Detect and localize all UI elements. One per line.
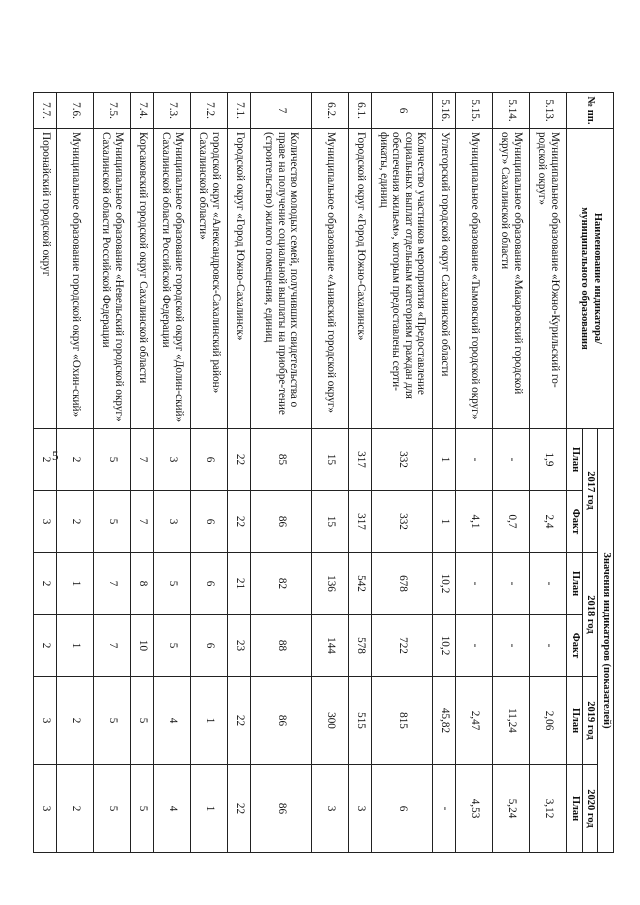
fact-2018: 578 <box>349 615 372 677</box>
fact-2017: 0,7 <box>493 491 530 553</box>
fact-2018: 144 <box>312 615 349 677</box>
plan-2018: 7 <box>94 553 131 615</box>
fact-2017: 2,4 <box>530 491 567 553</box>
plan-2020: 22 <box>228 765 251 853</box>
fact-2018: 23 <box>228 615 251 677</box>
plan-2019: 5 <box>94 677 131 765</box>
plan-2018: 5 <box>154 553 191 615</box>
row-name: Муниципальное образование «Макаровский городской округ» Сахалинской области <box>493 129 530 429</box>
plan-2020: 5 <box>94 765 131 853</box>
table-row <box>228 93 251 853</box>
header-plan: План <box>567 429 583 491</box>
header-plan: План <box>567 553 583 615</box>
fact-2017: 1 <box>433 491 456 553</box>
plan-2017: 7 <box>131 429 154 491</box>
plan-2018: - <box>456 553 493 615</box>
header-year-2020: 2020 год <box>583 765 599 853</box>
plan-2020: 86 <box>251 765 312 853</box>
header-year-2017: 2017 год <box>583 429 599 553</box>
fact-2018: 6 <box>191 615 228 677</box>
plan-2019: 4 <box>154 677 191 765</box>
plan-2017: - <box>456 429 493 491</box>
plan-2019: 86 <box>251 677 312 765</box>
header-name-line1: Наименование индикатора/ <box>591 212 603 345</box>
table-row <box>57 93 94 853</box>
plan-2019: 22 <box>228 677 251 765</box>
plan-2020: 2 <box>57 765 94 853</box>
fact-2018: 10 <box>131 615 154 677</box>
plan-2017: 332 <box>372 429 433 491</box>
plan-2018: 542 <box>349 553 372 615</box>
header-values-title: Значения индикаторов (показателей) <box>598 429 614 853</box>
plan-2017: 2 <box>57 429 94 491</box>
plan-2020: 3 <box>34 765 57 853</box>
row-name: Городской округ «Город Южно-Сахалинск» <box>349 129 372 429</box>
fact-2018: - <box>530 615 567 677</box>
row-number: 5.14. <box>493 93 530 129</box>
row-name: Муниципальное образование городской округ «Долин-ский» Сахалинской области Российской Федерации <box>154 129 191 429</box>
plan-2019: 11,24 <box>493 677 530 765</box>
fact-2018: 2 <box>34 615 57 677</box>
header-name <box>567 129 614 429</box>
plan-2020: 3 <box>349 765 372 853</box>
plan-2018: 8 <box>131 553 154 615</box>
plan-2020: 6 <box>372 765 433 853</box>
header-name-line2: муниципального образования <box>579 207 591 350</box>
plan-2018: 2 <box>34 553 57 615</box>
row-name: Количество молодых семей, получивших свидетельства о праве на получение социальной выплаты на приобре-тение (строительство) жилого помещения, единиц <box>251 129 312 429</box>
row-number: 7.5. <box>94 93 131 129</box>
row-number: 6.2. <box>312 93 349 129</box>
plan-2019: 2 <box>57 677 94 765</box>
plan-2020: 3 <box>312 765 349 853</box>
table-row <box>34 93 57 853</box>
plan-2020: 4,53 <box>456 765 493 853</box>
table-row <box>372 93 433 853</box>
plan-2020: 1 <box>191 765 228 853</box>
plan-2017: 317 <box>349 429 372 491</box>
fact-2017: 7 <box>131 491 154 553</box>
header-plan: План <box>567 765 583 853</box>
plan-2020: 4 <box>154 765 191 853</box>
table-row <box>493 93 530 853</box>
fact-2018: - <box>493 615 530 677</box>
plan-2018: 1 <box>57 553 94 615</box>
table-row <box>312 93 349 853</box>
plan-2018: - <box>530 553 567 615</box>
plan-2019: 45,82 <box>433 677 456 765</box>
plan-2017: 5 <box>94 429 131 491</box>
table-row <box>433 93 456 853</box>
fact-2018: - <box>456 615 493 677</box>
fact-2018: 1 <box>57 615 94 677</box>
table-row <box>456 93 493 853</box>
fact-2018: 5 <box>154 615 191 677</box>
plan-2019: 1 <box>191 677 228 765</box>
plan-2017: 1,9 <box>530 429 567 491</box>
row-number: 5.13. <box>530 93 567 129</box>
row-name: Поронайский городской округ <box>34 129 57 429</box>
plan-2019: 300 <box>312 677 349 765</box>
plan-2019: 515 <box>349 677 372 765</box>
table-row <box>251 93 312 853</box>
fact-2018: 10,2 <box>433 615 456 677</box>
plan-2017: 6 <box>191 429 228 491</box>
table-row <box>530 93 567 853</box>
header-number: № пп. <box>567 93 614 129</box>
plan-2019: 3 <box>34 677 57 765</box>
plan-2019: 5 <box>131 677 154 765</box>
plan-2019: 2,06 <box>530 677 567 765</box>
row-number: 5.16. <box>433 93 456 129</box>
plan-2019: 2,47 <box>456 677 493 765</box>
page-number: 5 <box>52 448 59 463</box>
row-number: 7.2. <box>191 93 228 129</box>
plan-2019: 815 <box>372 677 433 765</box>
row-number: 7.1. <box>228 93 251 129</box>
row-number: 7.4. <box>131 93 154 129</box>
row-name: Муниципальное образование «Южно-Курильский го-родской округ» <box>530 129 567 429</box>
plan-2018: 21 <box>228 553 251 615</box>
plan-2018: 136 <box>312 553 349 615</box>
plan-2018: 678 <box>372 553 433 615</box>
table-row <box>349 93 372 853</box>
plan-2017: 3 <box>154 429 191 491</box>
plan-2018: 82 <box>251 553 312 615</box>
fact-2017: 4,1 <box>456 491 493 553</box>
plan-2020: - <box>433 765 456 853</box>
fact-2017: 22 <box>228 491 251 553</box>
row-number: 5.15. <box>456 93 493 129</box>
header-year-2019: 2019 год <box>583 677 599 765</box>
fact-2017: 317 <box>349 491 372 553</box>
indicators-table <box>34 92 615 853</box>
fact-2017: 3 <box>34 491 57 553</box>
fact-2018: 88 <box>251 615 312 677</box>
header-fact: Факт <box>567 615 583 677</box>
fact-2017: 332 <box>372 491 433 553</box>
row-number: 7 <box>251 93 312 129</box>
fact-2017: 5 <box>94 491 131 553</box>
plan-2017: - <box>493 429 530 491</box>
fact-2017: 15 <box>312 491 349 553</box>
plan-2020: 5,24 <box>493 765 530 853</box>
header-year-2018: 2018 год <box>583 553 599 677</box>
fact-2017: 6 <box>191 491 228 553</box>
row-name: городской округ «Александровск-Сахалинский район» Сахалинской области» <box>191 129 228 429</box>
table-row <box>94 93 131 853</box>
plan-2018: 10,2 <box>433 553 456 615</box>
plan-2020: 3,12 <box>530 765 567 853</box>
fact-2017: 3 <box>154 491 191 553</box>
plan-2017: 22 <box>228 429 251 491</box>
row-name: Корсаковский городской округ Сахалинской области <box>131 129 154 429</box>
rotated-table-container <box>39 92 614 852</box>
fact-2018: 722 <box>372 615 433 677</box>
row-name: Муниципальное образование «Невельский городской округ» Сахалинской области Российской Федерации <box>94 129 131 429</box>
plan-2017: 15 <box>312 429 349 491</box>
row-number: 6 <box>372 93 433 129</box>
plan-2017: 1 <box>433 429 456 491</box>
row-name: Муниципальное образование «Анивский городской округ» <box>312 129 349 429</box>
row-name: Городской округ «Город Южно-Сахалинск» <box>228 129 251 429</box>
plan-2018: 6 <box>191 553 228 615</box>
fact-2017: 2 <box>57 491 94 553</box>
row-name: Углегорский городской округ Сахалинской области <box>433 129 456 429</box>
row-name: Муниципальное образование городской округ «Охин-ский» <box>57 129 94 429</box>
plan-2017: 2 <box>34 429 57 491</box>
row-number: 6.1. <box>349 93 372 129</box>
header-plan: План <box>567 677 583 765</box>
row-number: 7.7. <box>34 93 57 129</box>
plan-2020: 5 <box>131 765 154 853</box>
row-name: Количество участников мероприятия «Предоставление социальных выплат отдельным категориям граждан для обеспечения жильем», которым предоставлены серти-фикаты, единиц <box>372 129 433 429</box>
table-row <box>131 93 154 853</box>
row-number: 7.3. <box>154 93 191 129</box>
fact-2018: 7 <box>94 615 131 677</box>
table-row <box>191 93 228 853</box>
table-body <box>34 93 567 853</box>
fact-2017: 86 <box>251 491 312 553</box>
plan-2017: 85 <box>251 429 312 491</box>
row-name: Муниципальное образование «Тымовский городской округ» <box>456 129 493 429</box>
plan-2018: - <box>493 553 530 615</box>
header-fact: Факт <box>567 491 583 553</box>
row-number: 7.6. <box>57 93 94 129</box>
table-row <box>154 93 191 853</box>
